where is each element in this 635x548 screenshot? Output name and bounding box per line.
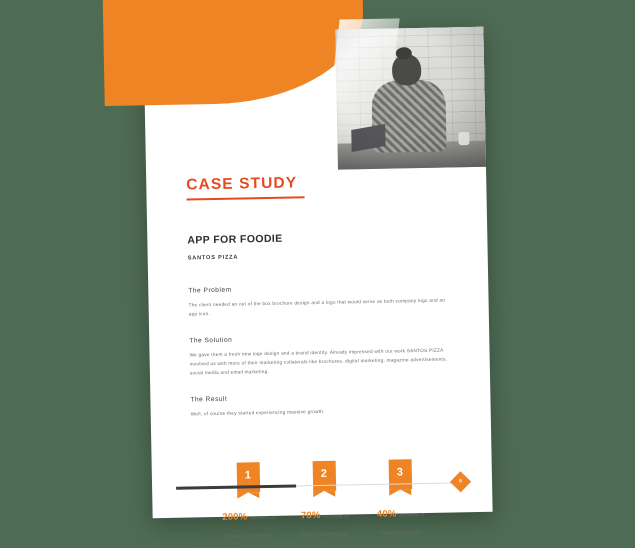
stat-badge-number: 2 [320, 467, 328, 481]
stat-value: 70% [300, 510, 321, 522]
page-number: 6 [459, 478, 462, 485]
section-body: We gave them a fresh new logo design and a brand identity. Already impressed with our work SANTOS PIZZA involved us with more of their marketing collaterals like brochures, digital marketing, magazine advertisements, social media and email marketing. [189, 347, 448, 376]
stat-increase-text: Increase in [322, 514, 349, 521]
stat-label: Brand Awareness [226, 533, 272, 540]
section-heading: The Solution [189, 337, 233, 345]
stat-value: 40% [376, 508, 397, 521]
section-heading: The Problem [188, 286, 232, 295]
stats-row [192, 459, 453, 541]
section-solution [189, 333, 450, 378]
eyebrow-heading: CASE STUDY [186, 174, 298, 194]
stat-value-line [286, 504, 362, 523]
stat-badge-number: 3 [396, 466, 404, 479]
page-subtitle: SANTOS PIZZA [187, 254, 239, 262]
section-result [190, 392, 450, 420]
orange-swoosh-shape [101, 0, 365, 106]
eyebrow-underline [187, 196, 305, 200]
stat-item [362, 459, 439, 537]
header-photo [335, 27, 486, 170]
stat-value-line [210, 506, 286, 525]
photo-vignette [335, 27, 486, 170]
section-body: The client needed an out of the box brochure design and a logo that would serve as both company logo and an app icon. [188, 297, 446, 317]
section-body: Well, of course they started experiencing massive growth. [190, 409, 325, 417]
stat-increase-text: Increase in [398, 513, 425, 519]
page-title: APP FOR FOODIE [187, 232, 283, 247]
stat-item [210, 462, 287, 540]
section-heading: The Result [190, 396, 228, 404]
stat-badge-number: 1 [244, 469, 252, 482]
footer-divider-accent [176, 484, 296, 489]
stat-increase-text: Increase in [249, 515, 276, 522]
case-study-page [143, 27, 492, 540]
page-header-graphic [143, 27, 486, 174]
stat-label: Brand Preference [302, 531, 348, 539]
stat-value: 200% [222, 511, 248, 524]
stat-value-line [362, 503, 438, 522]
section-problem [188, 283, 449, 319]
stat-label: Yearly Revenue [380, 530, 422, 537]
stat-item [286, 460, 363, 538]
